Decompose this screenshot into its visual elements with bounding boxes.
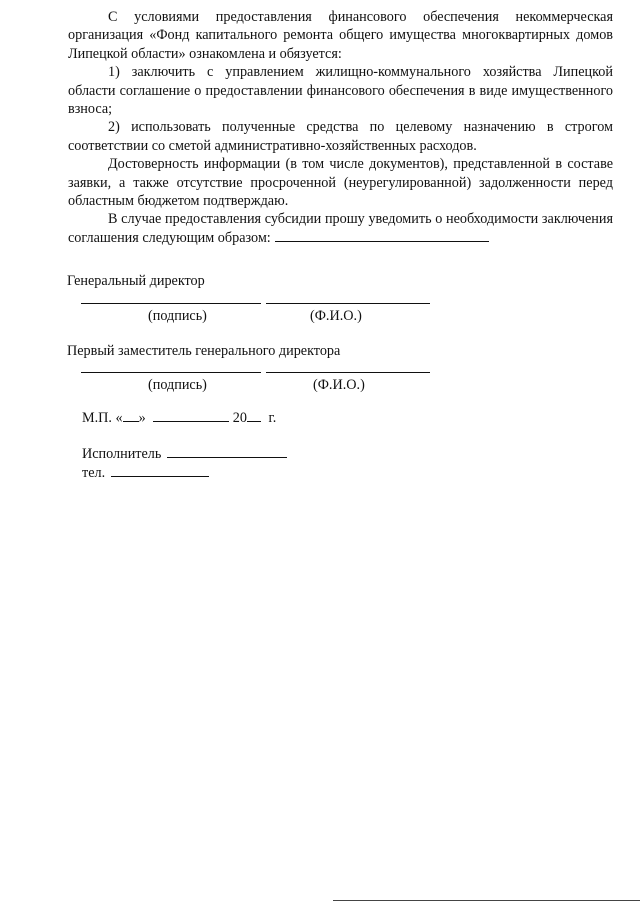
deputy-name-line xyxy=(266,372,430,373)
executor-blank xyxy=(167,445,287,458)
paragraph-item-1: 1) заключить с управлением жилищно-коммунального хозяйства Липецкой области соглашение о предоставлении финансового обеспечения в виде имущественного взноса; xyxy=(68,64,613,118)
stamp-date-row xyxy=(82,409,276,427)
year-prefix: 20 xyxy=(232,410,247,426)
director-name-line xyxy=(266,303,430,304)
paragraph-item-2: 2) использовать полученные средства по целевому назначению в строгом соответствии со сметой административно-хозяйственных расходов. xyxy=(68,119,613,154)
director-signature-caption: (подпись) xyxy=(148,308,207,324)
deputy-name-caption: (Ф.И.О.) xyxy=(313,377,365,393)
body-text xyxy=(68,8,613,247)
executor-row xyxy=(82,445,287,463)
executor-label: Исполнитель xyxy=(82,446,162,462)
mp-label: М.П. « xyxy=(82,410,123,426)
deputy-signature-line xyxy=(81,372,261,373)
notification-blank-line xyxy=(275,229,489,242)
deputy-title: Первый заместитель генерального директора xyxy=(67,343,341,359)
deputy-signature-caption: (подпись) xyxy=(148,377,207,393)
paragraph-notification xyxy=(68,210,613,247)
month-blank xyxy=(153,409,229,422)
phone-label: тел. xyxy=(82,465,106,481)
director-title: Генеральный директор xyxy=(67,273,205,289)
director-signature-line xyxy=(81,303,261,304)
year-blank xyxy=(247,409,261,422)
paragraph-intro: С условиями предоставления финансового обеспечения некоммерческая организация «Фонд капитального ремонта общего имущества многоквартирных домов Липецкой области» ознакомлена и обязуется: xyxy=(68,9,613,62)
year-suffix: г. xyxy=(268,410,277,426)
phone-blank xyxy=(111,464,209,477)
phone-row xyxy=(82,464,209,482)
notification-text: В случае предоставления субсидии прошу уведомить о необходимости заключения соглашения следующим образом: xyxy=(68,211,613,246)
paragraph-confirmation: Достоверность информации (в том числе документов), представленной в составе заявки, а также отсутствие просроченной (неурегулированной) задолженности перед областным бюджетом подтверждаю. xyxy=(68,156,613,210)
director-name-caption: (Ф.И.О.) xyxy=(310,308,362,324)
footer-rule xyxy=(333,900,640,901)
mp-close-quote: » xyxy=(138,410,146,426)
day-blank xyxy=(123,409,139,422)
